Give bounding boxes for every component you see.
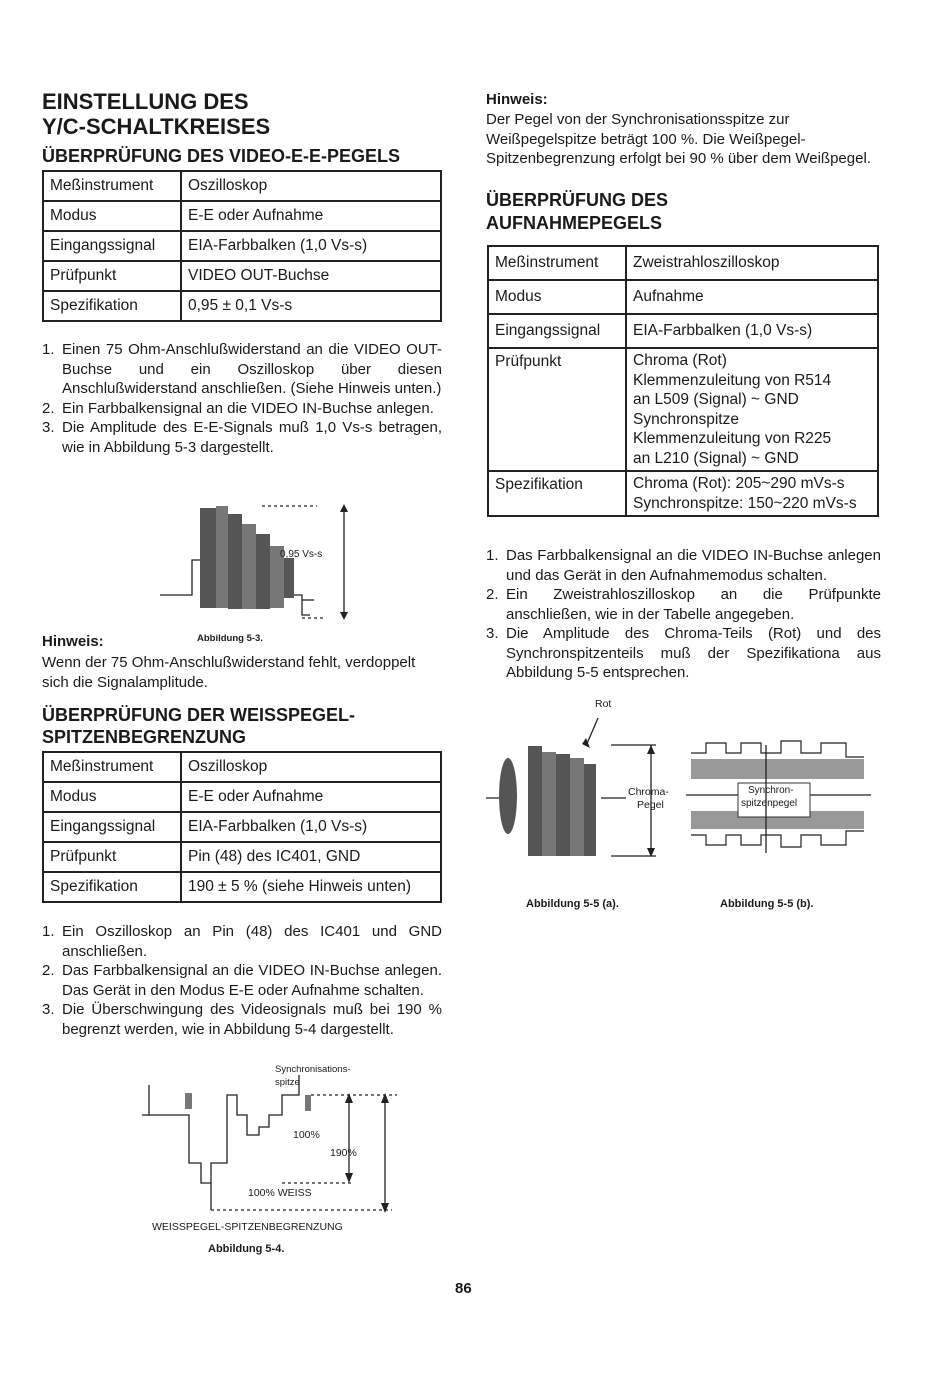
fig-5-5a-rot-label: Rot: [595, 698, 612, 710]
spec-value-line: Synchronspitze: 150~220 mVs-s: [633, 494, 857, 512]
spec-row: [43, 291, 441, 321]
spec-table-video-ee: [42, 170, 442, 322]
list-item-number: 2.: [42, 962, 55, 979]
fig-5-4-bottom-label: WEISSPEGEL-SPITZENBEGRENZUNG: [152, 1221, 343, 1233]
list-item-number: 1.: [42, 341, 55, 358]
fig-5-4-100-label: 100%: [293, 1129, 320, 1141]
arrow-down-icon: [345, 1173, 353, 1183]
spec-value: [626, 314, 878, 348]
spec-value-line: Aufnahme: [633, 288, 704, 306]
note-title-left: Hinweis:: [42, 633, 104, 650]
list-item: [42, 340, 442, 399]
list-item-text: Einen 75 Ohm-Anschlußwiderstand an die VIDEO OUT-Buchse und ein Oszilloskop über diesen Anschlußwiderstand anschließen. (Siehe Hinweis unten.): [62, 341, 442, 397]
spec-key: Modus: [488, 280, 626, 314]
list-item-text: Die Überschwingung des Videosignals muß bei 190 % begrenzt werden, wie in Abbildung 5-4 dargestellt.: [62, 1001, 442, 1038]
fig-5-4-caption: Abbildung 5-4.: [208, 1243, 285, 1255]
note-text-right: Der Pegel von der Synchronisationsspitze zur Weißpegelspitze beträgt 100 %. Die Weißpegel-Spitzenbegrenzung erfolgt bei 90 % über dem Weißpegel.: [486, 111, 871, 167]
section-heading-recording-line1: ÜBERPRÜFUNG DES: [486, 190, 669, 210]
spec-row: [488, 246, 878, 280]
list-item: [486, 624, 881, 683]
arrow-down-icon: [340, 612, 348, 620]
arrow-up-icon: [647, 745, 655, 754]
spec-key: Eingangssignal: [43, 231, 181, 261]
spec-value-line: an L509 (Signal) ~ GND: [633, 391, 799, 408]
list-item-text: Ein Farbbalkensignal an die VIDEO IN-Buchse anlegen.: [62, 399, 434, 417]
fig-5-4-sync-label2: spitze: [275, 1077, 300, 1088]
spec-key: Prüfpunkt: [43, 842, 181, 872]
fig-5-5a-chroma-label2: Pegel: [637, 799, 664, 811]
spec-value: E-E oder Aufnahme: [181, 201, 441, 231]
list-item-number: 1.: [486, 547, 499, 564]
spec-row: [43, 842, 441, 872]
fig-5-5a-chroma-label1: Chroma-: [628, 786, 669, 798]
spec-row: [488, 314, 878, 348]
spec-value: Oszilloskop: [181, 752, 441, 782]
spec-value: E-E oder Aufnahme: [181, 782, 441, 812]
list-item: [42, 922, 442, 961]
list-item-number: 3.: [486, 625, 499, 642]
note-title-right: Hinweis:: [486, 91, 548, 108]
spec-value-line: Klemmenzuleitung von R514: [633, 371, 832, 389]
spec-row: [43, 261, 441, 291]
waveform-burst-left: [499, 758, 517, 834]
list-item-number: 3.: [42, 1001, 55, 1018]
page-title-line2: Y/C-SCHALTKREISES: [42, 114, 271, 139]
steps-white-peak: [42, 922, 442, 1039]
list-item-text: Das Farbbalkensignal an die VIDEO IN-Buchse anlegen. Das Gerät in den Modus E-E oder Aufnahme schalten.: [62, 962, 442, 999]
spec-row: [43, 752, 441, 782]
spec-value: Oszilloskop: [181, 171, 441, 201]
list-item-number: 2.: [42, 399, 55, 417]
spec-value-line: Chroma (Rot): [633, 352, 727, 369]
fig-5-4-190-label: 190%: [330, 1147, 357, 1159]
list-item: [486, 546, 881, 585]
list-item-number: 1.: [42, 923, 55, 940]
fig-5-4-white-label: 100% WEISS: [248, 1187, 312, 1199]
list-item-text: Das Farbbalkensignal an die VIDEO IN-Buchse anlegen und das Gerät in den Aufnahmemodus schalten.: [506, 547, 881, 584]
list-item-text: Die Amplitude des E-E-Signals muß 1,0 Vs-s betragen, wie in Abbildung 5-3 dargestellt.: [62, 419, 442, 456]
spec-value-line: Klemmenzuleitung von R225: [633, 430, 832, 447]
spec-row: [488, 348, 878, 471]
spec-key: Modus: [43, 201, 181, 231]
spec-value: [626, 246, 878, 280]
fig-5-5b-caption: Abbildung 5-5 (b).: [720, 898, 814, 910]
spec-row: [43, 201, 441, 231]
spec-value-line: Chroma (Rot): 205~290 mVs-s: [633, 475, 845, 492]
spec-key: Spezifikation: [43, 872, 181, 902]
list-item: [42, 1000, 442, 1039]
spec-row: [43, 171, 441, 201]
spec-value: [626, 471, 878, 516]
note-text-left: Wenn der 75 Ohm-Anschlußwiderstand fehlt, verdoppelt sich die Signalamplitude.: [42, 654, 416, 691]
spec-key: Meßinstrument: [43, 171, 181, 201]
list-item-text: Die Amplitude des Chroma-Teils (Rot) und des Synchronspitzenteils muß der Spezifikationa aus Abbildung 5-5 entsprechen.: [506, 625, 881, 681]
list-item: [42, 961, 442, 1000]
spec-key: Meßinstrument: [43, 752, 181, 782]
spec-key: Meßinstrument: [488, 246, 626, 280]
arrow-up-icon: [340, 504, 348, 512]
spec-key: Spezifikation: [43, 291, 181, 321]
fig-5-3-caption: Abbildung 5-3.: [197, 633, 263, 644]
spec-row: [43, 231, 441, 261]
page-number: 86: [455, 1280, 472, 1297]
list-item-number: 3.: [42, 419, 55, 436]
fig-5-3-amplitude-label: 0,95 Vs-s: [280, 549, 323, 560]
figure-5-3-waveform: [152, 500, 352, 630]
fig-5-5b-sync-label1: Synchron-: [748, 785, 794, 796]
list-item: [42, 418, 442, 457]
spec-table-recording: [487, 245, 879, 517]
spec-value: 0,95 ± 0,1 Vs-s: [181, 291, 441, 321]
list-item-text: Ein Zweistrahloszilloskop an die Prüfpunkte anschließen, wie in der Tabelle angegeben.: [506, 586, 881, 623]
spec-value-line: EIA-Farbbalken (1,0 Vs-s): [633, 322, 813, 340]
spec-value-line: Zweistrahloszilloskop: [633, 254, 780, 272]
section-heading-white-peak-line2: SPITZENBEGRENZUNG: [42, 727, 247, 747]
spec-value: [626, 280, 878, 314]
arrow-up-icon: [381, 1093, 389, 1103]
spec-key: Eingangssignal: [488, 314, 626, 348]
spec-value: 190 ± 5 % (siehe Hinweis unten): [181, 872, 441, 902]
arrow-down-icon: [381, 1203, 389, 1213]
spec-value-line: Synchronspitze: [633, 410, 739, 428]
spec-value: EIA-Farbbalken (1,0 Vs-s): [181, 231, 441, 261]
spec-value: EIA-Farbbalken (1,0 Vs-s): [181, 812, 441, 842]
spec-row: [43, 782, 441, 812]
section-heading-video-ee: ÜBERPRÜFUNG DES VIDEO-E-E-PEGELS: [42, 146, 401, 166]
fig-5-5b-sync-label2: spitzenpegel: [741, 798, 798, 809]
list-item: [42, 399, 442, 419]
section-heading-white-peak-line1: ÜBERPRÜFUNG DER WEISSPEGEL-: [42, 705, 356, 725]
spec-row: [488, 471, 878, 516]
spec-value-line: an L210 (Signal) ~ GND: [633, 449, 799, 467]
arrow-up-icon: [345, 1093, 353, 1103]
spec-value: VIDEO OUT-Buchse: [181, 261, 441, 291]
spec-row: [43, 872, 441, 902]
list-item-text: Ein Oszilloskop an Pin (48) des IC401 und GND anschließen.: [62, 923, 442, 960]
spec-key: Spezifikation: [488, 471, 626, 516]
section-heading-recording-line2: AUFNAHMEPEGELS: [486, 213, 663, 233]
fig-5-4-sync-label1: Synchronisations-: [275, 1064, 351, 1075]
spec-row: [488, 280, 878, 314]
list-item-number: 2.: [486, 586, 499, 603]
spec-value: Pin (48) des IC401, GND: [181, 842, 441, 872]
fig-5-5a-caption: Abbildung 5-5 (a).: [526, 898, 619, 910]
spec-key: Prüfpunkt: [43, 261, 181, 291]
steps-video-ee: [42, 340, 442, 457]
spec-key: Modus: [43, 782, 181, 812]
spec-key: Prüfpunkt: [488, 348, 626, 471]
spec-value: [626, 348, 878, 471]
spec-row: [43, 812, 441, 842]
page-title-line1: EINSTELLUNG DES: [42, 89, 249, 114]
spec-key: Eingangssignal: [43, 812, 181, 842]
steps-recording: [486, 546, 881, 683]
spec-table-white-peak: [42, 751, 442, 903]
list-item: [486, 585, 881, 624]
